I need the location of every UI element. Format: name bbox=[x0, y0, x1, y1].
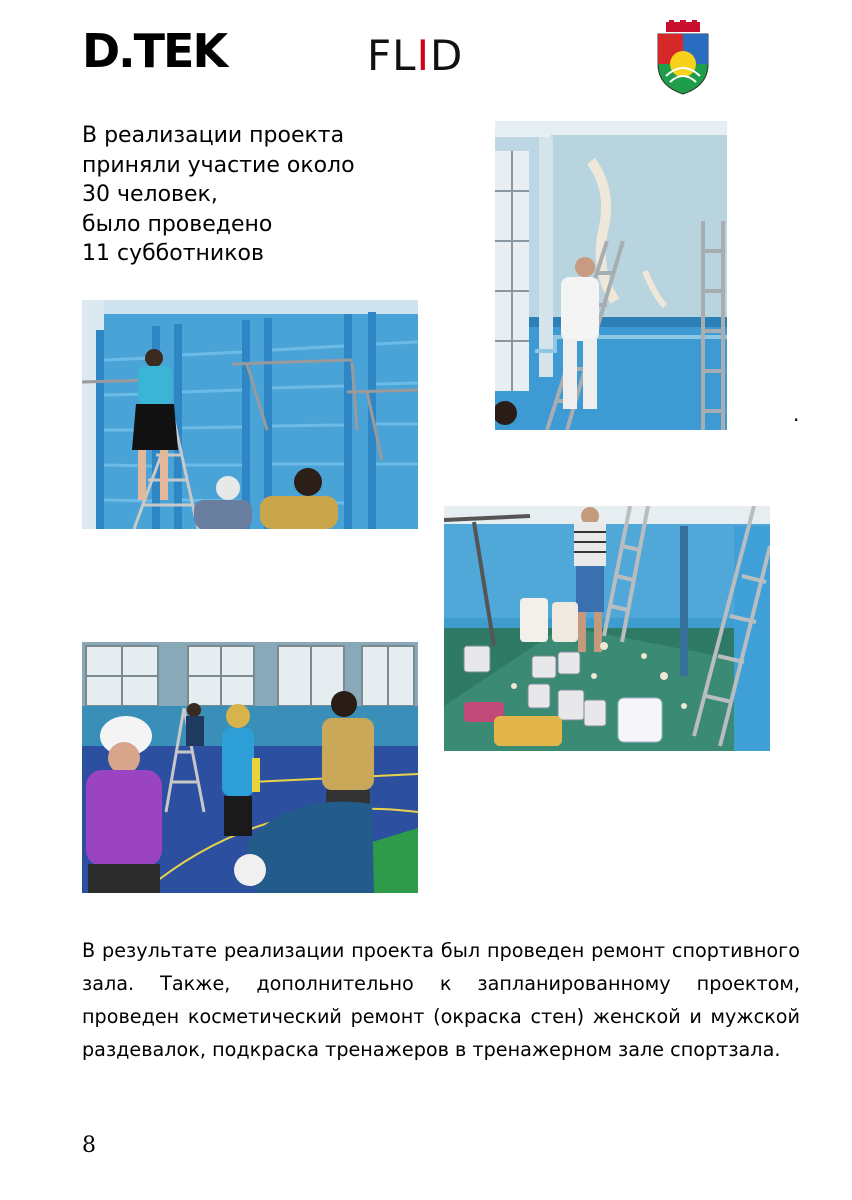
photo-volunteers-gym-floor bbox=[82, 642, 418, 893]
photo-paint-cans-floor bbox=[444, 506, 770, 751]
page-number: 8 bbox=[82, 1133, 96, 1158]
intro-line: 30 человек, bbox=[82, 182, 218, 207]
flid-logo-accent: I bbox=[416, 31, 430, 80]
photo-paint-cans bbox=[444, 506, 770, 751]
intro-line: 11 субботников bbox=[82, 241, 264, 266]
coat-of-arms-icon bbox=[652, 20, 714, 96]
flid-logo bbox=[367, 31, 464, 80]
intro-text bbox=[82, 121, 482, 269]
dtek-logo-text: D.TEK bbox=[82, 24, 227, 78]
flid-logo-prefix: FL bbox=[367, 31, 417, 80]
stray-mark: . bbox=[793, 402, 800, 426]
dtek-logo bbox=[82, 24, 227, 78]
intro-line: приняли участие около bbox=[82, 152, 355, 178]
photo-volunteers bbox=[82, 642, 418, 893]
intro-line: было проведено bbox=[82, 211, 273, 237]
flid-logo-suffix: D bbox=[429, 31, 464, 80]
photo-man-ladder bbox=[495, 121, 727, 430]
photo-wall-bars-painting bbox=[82, 300, 418, 529]
photo-wall-bars bbox=[82, 300, 418, 529]
body-paragraph: В результате реализации проекта был проведен ремонт спортивного зала. Также, дополнительно к запланированному проектом, проведен косметический ремонт (окраска стен) женской и мужской раздевалок, подкраска тренажеров в тренажерном зале спортзала. bbox=[82, 939, 800, 1061]
intro-line: В реализации проекта bbox=[82, 123, 345, 148]
photo-man-on-ladder bbox=[495, 121, 727, 430]
